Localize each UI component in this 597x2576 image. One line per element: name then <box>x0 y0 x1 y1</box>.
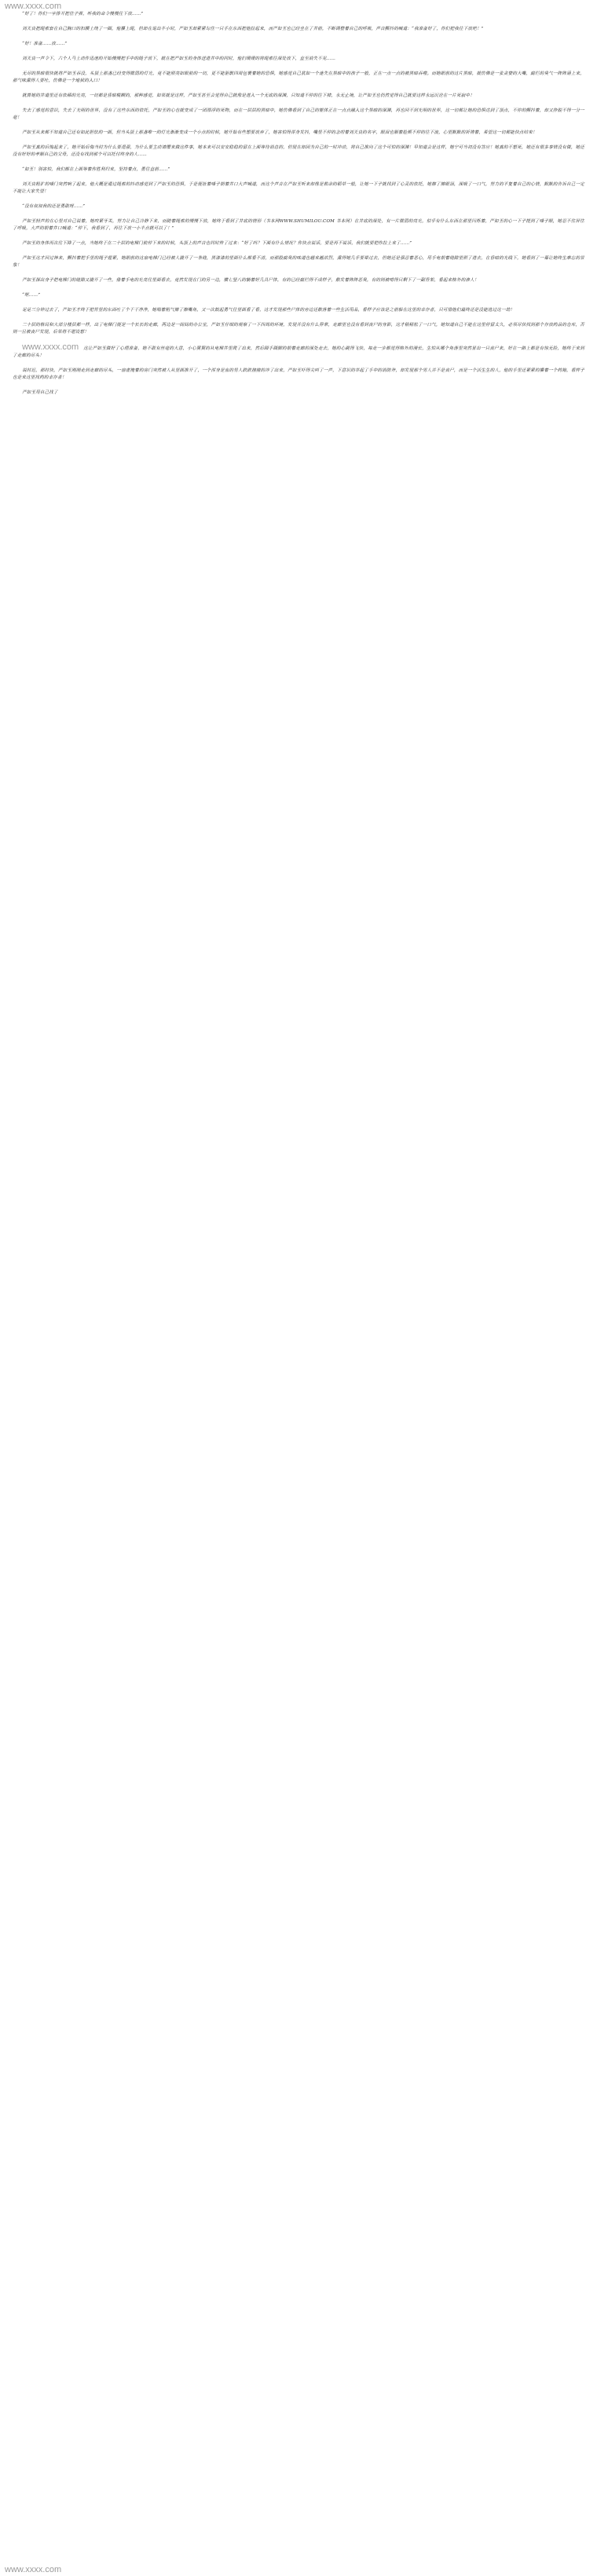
paragraph: 刘天良把绳索套在自己胸口的扣腰上绕了一圈，他攥上绳，但却在退出半小时，严如玉却紧紧勾住一只手在东西把他拉起来，而严如玉也已经坐在了井前，不断调整着自己的呼吸，声音颤抖的喊道：“我准备好了，你们把我往下放吧！” <box>22 27 484 31</box>
paragraph: 严如玉轻声的在心里对自己说着，她咬紧牙关，努力让自己冷静下来，而随着绳索的慢慢下放，她终于看到了井底的情形（书本网WWW.SHUMILOU.COM 书本网）在井底的深处，有一片微弱的亮光，似乎有什么东西在那里闪烁着，严如玉的心一下子提到了嗓子眼，她忍不住屏住了呼吸，大声的朝着井口喊道：“停下，我看到了，再往下放一小半点就可以了！” <box>13 219 584 231</box>
watermark-inline: www.xxxx.com <box>22 342 79 352</box>
paragraph: 就算她的井道里还有依稀的光亮，一切都是昏暗模糊的，那种感觉，如果就是这样，严如玉甚至会觉得自己就像是进入一个无底的深渊，只知道不停的往下掉，永无止境，让严如玉也仍然觉得自己就要这样永远沉沦在一片死寂中！ <box>22 93 474 98</box>
paragraph: 刘天良粗犷的嗓门突然响了起来，他大概是通过绳索的抖动感觉到了严如玉的恐惧，于是便扯着嗓子朝着井口大声喊道，而这个声音在严如玉听来却像是救命的稻草一般，让她一下子就找到了心灵的依托，她擦了擦眼泪，深吸了一口气，努力的平复着自己的心情，默默的告诉自己一定不能让大家失望！ <box>13 182 584 194</box>
paragraph: “没有叔叔我的还是勇敢呀……” <box>22 204 86 209</box>
paragraph: 失去了感觉的意识，失去了光明的世界，没有了这些东西的依托，严如玉的心也就变成了一团漂浮的死物，而在一层层的黑暗中，她仿佛看到了自己的躯体正在一点点融入这个黑暗的深渊，再也回不到光明的世界，这一切都让她的恐惧达到了顶点，不停的颤抖着，却又挣脱不得一分一毫！ <box>13 108 584 120</box>
paragraph: “如玉！别害怕，我们都在上面等着你胜利归来，坚持着点，勇往直前……” <box>22 167 170 172</box>
paragraph: 严如玉的身体再次往下降了一点，当她终于在二十层的电梯门前停下来的时候，头顶上的声音也同时传了过来：“好了吗？下面有什么情况？你快点说话，要是再不说话，我们就要把你拉上来了……” <box>22 241 412 246</box>
paragraph: 刘天良一声令下，六个人马上动作迅速的开始慢慢把手中的绳子放下，就在把严如玉的身体送进井中的同时，他们缓缓的将绳索往深处放下，直至消失不见…… <box>22 57 336 61</box>
paragraph: 足足三分钟过去了，严如玉才终于把胃里的东西吐了个干干净净，她喘着粗气擦了擦嘴角，又一次鼓起勇气往里面看了看，这才发现那些尸体的旁边还散落着一些生活用品，看样子应该是之前躲在这里的幸存者，只可惜他们最终还是没能逃过这一劫！ <box>22 308 515 313</box>
paragraph: 严如玉真的后悔起来了，她开始后悔当时为什么要逞强，为什么要主动请缨来做这件事，她本来可以安安稳稳的留在上面等待消息的，但现在却因为自己的一时冲动，将自己推向了这个可怕的深渊！早知道会是这样，她宁可当初没有答应！她真的不想死，她还有很多事情没有做，她还没有好好的孝顺自己的父母，还没有找到那个可以托付终身的人…… <box>13 145 584 157</box>
paragraph: 二十层的格局和大部分楼层都一样，出了电梯门便是一个长长的走廊，两边是一间间的办公室，严如玉仔细的观察了一下四周的环境，发现并没有什么异常，走廊里也没有看到丧尸的身影，这才稍稍松了一口气，她知道自己不能在这里停留太久，必须尽快找到那个存放药品的仓库，否则一旦被丧尸发现，后果将不堪设想！ <box>13 323 584 335</box>
watermark-bottom: www.xxxx.com <box>5 2565 62 2574</box>
paragraph: “好！准备……放……” <box>22 42 68 46</box>
watermark-top: www.xxxx.com <box>5 2 62 11</box>
paragraph: 无尽的黑暗很快就将严如玉吞没，头顶上那盏已经变得微弱的灯光，竟不能照亮如眼前的一切，更不能驱散四周包裹着她的恐惧，她感觉自己犹如一个迷失在黑暗中的孩子一般，正在一点一点的被黑暗吞噬。而她眼前的这片黑暗，就仿佛是一张贪婪的大嘴，腐烂的臭气一阵阵涌上来，那气味熏得人要吐，仿佛是一个地狱的入口！ <box>13 71 584 83</box>
paragraph-text: 这让严如玉做好了心理准备，她不敢有丝毫的大意，小心翼翼的从电梯井里爬了出来，然后蹑手蹑脚的朝着走廊的深处走去，她的心跳得飞快，每走一步都觉得格外的漫长，生怕从哪个角落里突然冒出一只丧尸来，好在一路上都是有惊无险，她终于来到了走廊的尽头！ <box>13 346 584 358</box>
paragraph: 严如玉从来都不知道自己还有如此胆怯的一面，但当头顶上那盏唯一的灯光渐渐变成一个小点的时候，她开始有些想要放弃了，她害怕得浑身发抖，嘴里不停的念叨着刘天良的名字，眼泪也顺着脸颊不停的往下流，心里默默的祈祷着，希望这一切都能快点结束！ <box>22 130 537 135</box>
paragraph: “呕……” <box>22 293 41 298</box>
paragraph: “好了！你们一字排开把住子弹，听我的命令慢慢往下放……” <box>22 12 144 16</box>
paragraph: 严如玉用自己找了 <box>22 390 58 395</box>
paragraph <box>13 344 584 360</box>
paragraph: 说时迟，那时快，严如玉刚刚走到走廊的尽头，一扇虚掩着的房门突然被人从里面推开了，一个浑身是血的男人跌跌撞撞的冲了出来，严如玉吓得尖叫了一声，下意识的举起了手中的消防斧，却发现那个男人并不是丧尸，而是一个活生生的人，他的手里还紧紧的攥着一个药箱，看样子也是来这里找药的幸存者！ <box>13 368 584 380</box>
paragraph: 严如玉探出身子把电梯门的缝隙又撬开了一些，借着手电的光亮往里面看去，竟然发现在门的另一边，横七竖八的躺着好几具尸体，有的已经腐烂得不成样子，散发着阵阵恶臭，有的则被啃得只剩下了一副骨架，看起来格外的渗人！ <box>22 278 479 283</box>
paragraph: 严如玉这才回过神来，颤抖着把手里的绳子握紧，她眼前的这扇电梯门已经被人撬开了一条缝，黑漆漆的里面什么都看不清，而那股腐臭的味道也越来越浓烈，熏得她几乎要晕过去，但她还是强忍着恶心，用手电朝着缝隙里照了进去，在昏暗的光线下，她看到了一幕让她终生难忘的景象！ <box>13 256 584 268</box>
